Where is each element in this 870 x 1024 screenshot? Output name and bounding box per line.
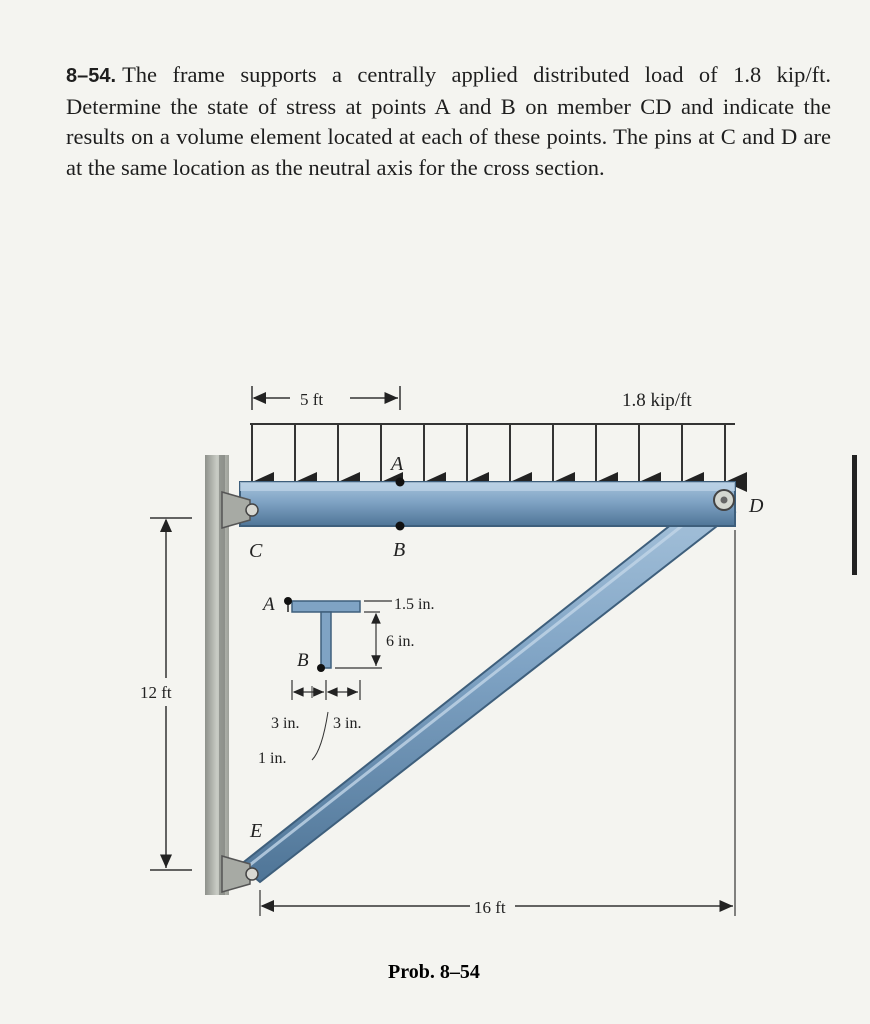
point-d-label: D [749,495,764,517]
point-b-marker [396,522,405,531]
web-thickness-label: 1 in. [258,750,287,767]
member-ed [240,490,735,882]
problem-text: The frame supports a centrally applied distributed load of 1.8 kip/ft. Determine the state of stress at points A and B on member CD and indicate the results on a volume element located at each of these points. The pins at C and D are at the same location as the neutral axis for the cross section. [66,62,831,180]
member-cd [240,482,735,526]
figure-caption: Prob. 8–54 [388,961,480,983]
dimension-12ft [140,518,192,870]
half-width-left-label: 3 in. [271,715,300,732]
load-label: 1.8 kip/ft [622,390,692,411]
point-a-marker [396,478,405,487]
dimension-16ft [260,530,735,917]
pin-d [714,490,734,510]
section-a-label: A [263,594,275,615]
half-width-right-label: 3 in. [333,715,362,732]
point-c-label: C [249,540,263,562]
point-e-label: E [250,820,263,842]
section-point-a [284,597,292,605]
problem-number: 8–54. [66,65,117,87]
dim-16ft-label: 16 ft [474,898,506,917]
dim-12ft-label: 12 ft [140,683,172,702]
section-point-b [317,664,325,672]
point-a-label: A [391,453,404,475]
flange-thickness-label: 1.5 in. [394,596,435,613]
point-b-label: B [393,539,406,561]
page-edge [852,455,857,575]
web-depth-label: 6 in. [386,633,415,650]
section-b-label: B [297,650,309,671]
distributed-load [250,424,735,482]
dimension-5ft [252,386,400,410]
dim-5ft-label: 5 ft [300,390,324,409]
